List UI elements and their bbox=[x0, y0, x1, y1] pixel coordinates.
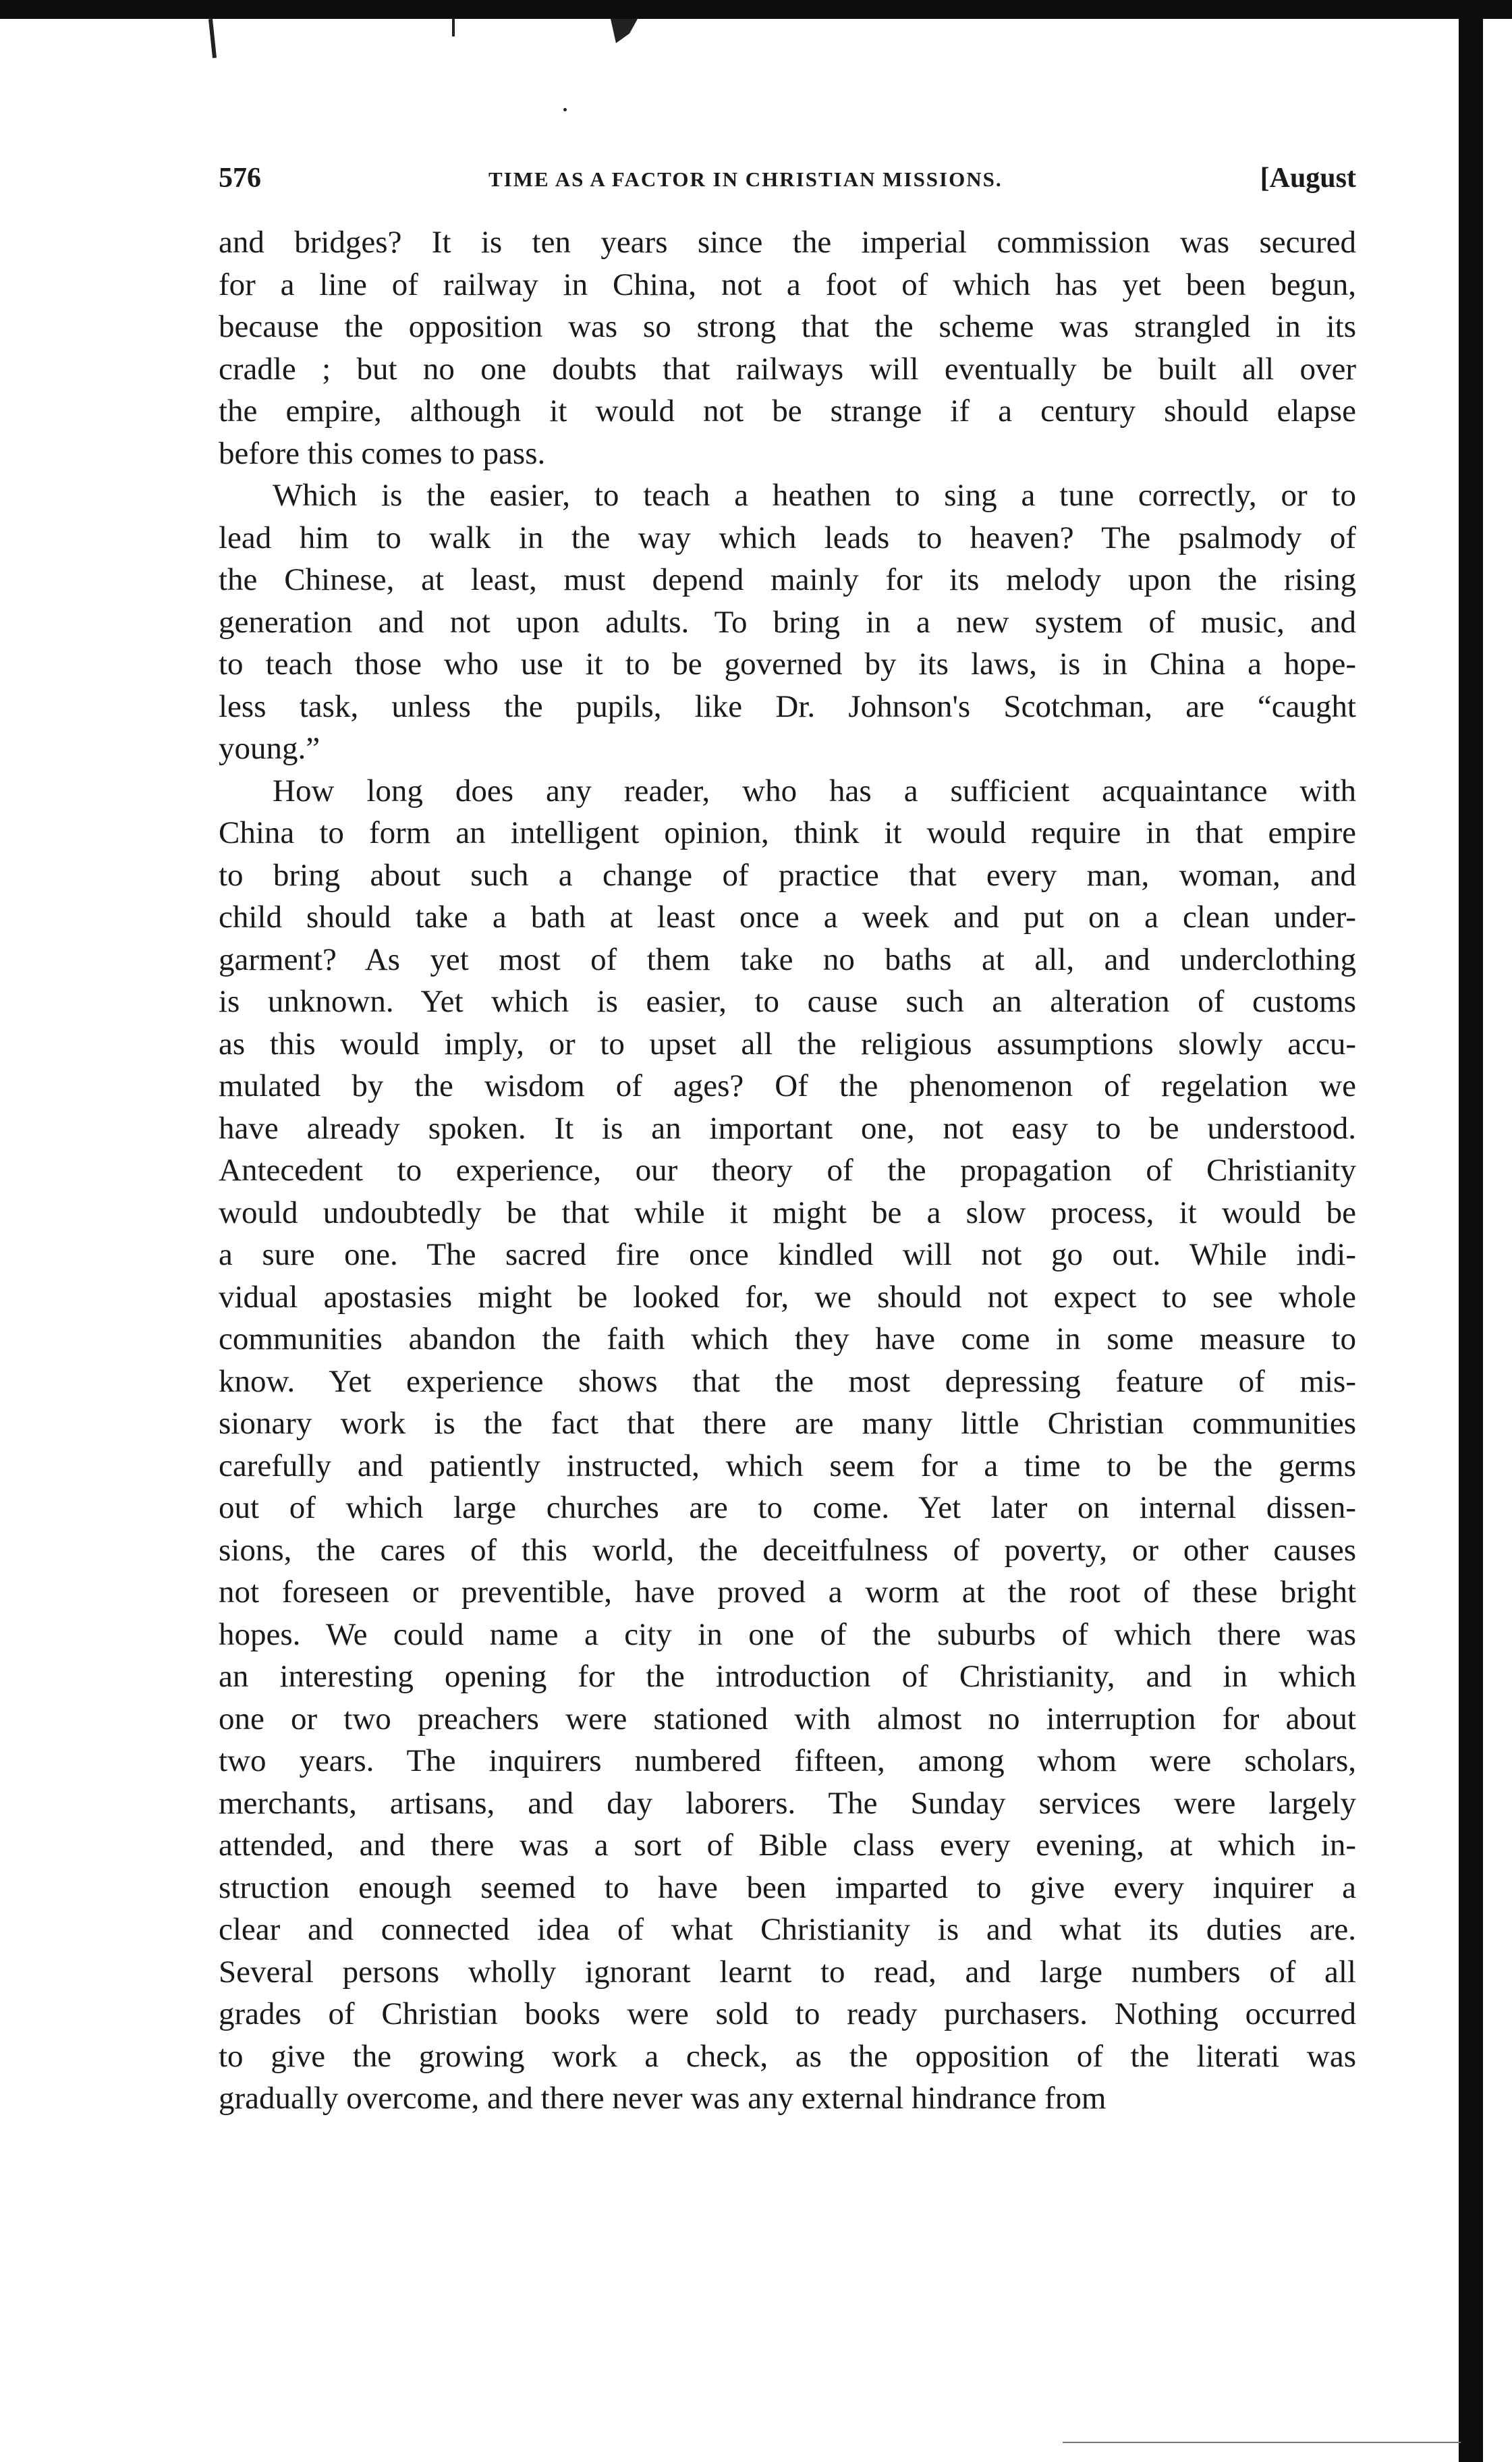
text-line: young.” bbox=[219, 731, 320, 766]
text-line: gradually overcome, and there never was any external hindrance from bbox=[219, 2081, 1107, 2116]
page-number: 576 bbox=[219, 163, 261, 194]
running-month: [August bbox=[1260, 163, 1356, 194]
text-line: Several persons wholly ignorant learnt to read, and large numbers of all bbox=[219, 1954, 1356, 1990]
running-title: TIME AS A FACTOR IN CHRISTIAN MISSIONS. bbox=[488, 167, 1003, 191]
running-head bbox=[219, 162, 1356, 209]
text-line: lead him to walk in the way which leads to heaven? The psalmody of bbox=[219, 520, 1356, 555]
text-line: to bring about such a change of practice that every man, woman, and bbox=[219, 857, 1356, 893]
text-line: and bridges? It is ten years since the imperial commission was secured bbox=[219, 225, 1356, 260]
bottom-edge-rule bbox=[1063, 2442, 1461, 2443]
text-line: one or two preachers were stationed with almost no interruption for about bbox=[219, 1701, 1356, 1736]
text-line: sions, the cares of this world, the deceitfulness of poverty, or other causes bbox=[219, 1532, 1356, 1568]
text-line: the empire, although it would not be strange if a century should elapse bbox=[219, 393, 1356, 429]
text-line: child should take a bath at least once a week and put on a clean under- bbox=[219, 900, 1356, 935]
scan-artifact-mark bbox=[611, 19, 638, 43]
text-line: out of which large churches are to come. Yet later on internal dissen- bbox=[219, 1490, 1356, 1525]
text-line: the Chinese, at least, must depend mainly for its melody upon the rising bbox=[219, 562, 1356, 597]
text-line: not foreseen or preventible, have proved a worm at the root of these bright bbox=[219, 1575, 1356, 1610]
text-line: China to form an intelligent opinion, think it would require in that empire bbox=[219, 815, 1356, 850]
text-line: Which is the easier, to teach a heathen to sing a tune correctly, or to bbox=[273, 478, 1356, 513]
right-border-rule bbox=[1459, 0, 1483, 2462]
text-line: to give the growing work a check, as the opposition of the literati was bbox=[219, 2038, 1356, 2074]
text-line: communities abandon the faith which they have come in some measure to bbox=[219, 1321, 1356, 1357]
text-line: merchants, artisans, and day laborers. The Sunday services were largely bbox=[219, 1785, 1356, 1821]
text-line: is unknown. Yet which is easier, to cause such an alteration of customs bbox=[219, 984, 1356, 1019]
text-line: as this would imply, or to upset all the religious assumptions slowly accu- bbox=[219, 1026, 1356, 1062]
text-line: would undoubtedly be that while it might be a slow process, it would be bbox=[219, 1195, 1356, 1230]
scan-artifact-mark bbox=[563, 108, 567, 111]
text-line: generation and not upon adults. To bring in a new system of music, and bbox=[219, 604, 1356, 640]
text-line: struction enough seemed to have been imparted to give every inquirer a bbox=[219, 1869, 1356, 1905]
text-line: Antecedent to experience, our theory of the propagation of Christianity bbox=[219, 1153, 1356, 1188]
text-line: vidual apostasies might be looked for, we should not expect to see whole bbox=[219, 1279, 1356, 1315]
text-line: for a line of railway in China, not a foot of which has yet been begun, bbox=[219, 267, 1356, 302]
text-line: because the opposition was so strong that the scheme was strangled in its bbox=[219, 309, 1356, 344]
text-line: garment? As yet most of them take no baths at all, and underclothing bbox=[219, 941, 1356, 977]
text-line: grades of Christian books were sold to ready purchasers. Nothing occurred bbox=[219, 1996, 1356, 2031]
text-line: sionary work is the fact that there are many little Christian communities bbox=[219, 1406, 1356, 1441]
top-border-rule bbox=[0, 0, 1512, 19]
text-line: a sure one. The sacred fire once kindled will not go out. While indi- bbox=[219, 1237, 1356, 1272]
body-text bbox=[219, 221, 1356, 2120]
scan-artifact-mark bbox=[452, 19, 455, 36]
text-line: How long does any reader, who has a sufficient acquaintance with bbox=[273, 773, 1356, 809]
text-line: know. Yet experience shows that the most depressing feature of mis- bbox=[219, 1363, 1356, 1399]
text-line: to teach those who use it to be governed by its laws, is in China a hope- bbox=[219, 647, 1356, 682]
text-line: carefully and patiently instructed, which seem for a time to be the germs bbox=[219, 1448, 1356, 1483]
text-line: less task, unless the pupils, like Dr. Johnson's Scotchman, are “caught bbox=[219, 688, 1356, 724]
text-line: two years. The inquirers numbered fifteen, among whom were scholars, bbox=[219, 1743, 1356, 1778]
text-line: mulated by the wisdom of ages? Of the phenomenon of regelation we bbox=[219, 1068, 1356, 1103]
text-line: before this comes to pass. bbox=[219, 435, 546, 471]
text-line: attended, and there was a sort of Bible class every evening, at which in- bbox=[219, 1828, 1356, 1863]
text-line: cradle ; but no one doubts that railways will eventually be built all over bbox=[219, 351, 1356, 387]
text-line: clear and connected idea of what Christianity is and what its duties are. bbox=[219, 1912, 1356, 1947]
text-line: hopes. We could name a city in one of the suburbs of which there was bbox=[219, 1616, 1356, 1652]
text-line: an interesting opening for the introduction of Christianity, and in which bbox=[219, 1659, 1356, 1694]
text-line: have already spoken. It is an important one, not easy to be understood. bbox=[219, 1110, 1356, 1146]
scan-artifact-mark bbox=[208, 19, 217, 58]
